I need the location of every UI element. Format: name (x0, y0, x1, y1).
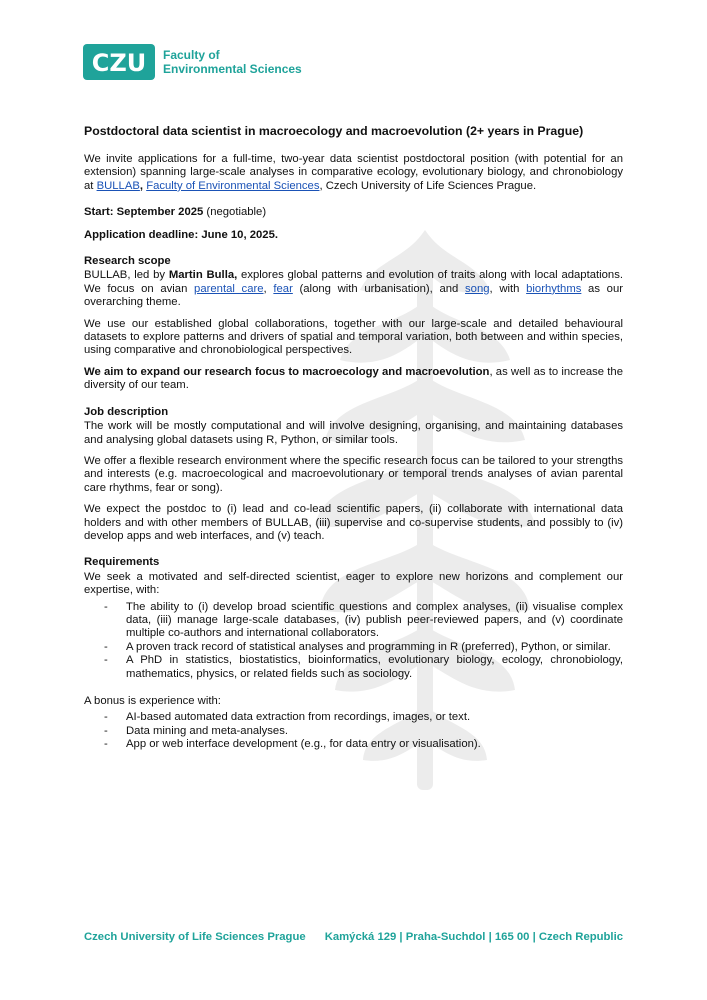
research-paragraph-1 (84, 269, 623, 309)
faculty-name (163, 48, 302, 76)
intro-text-end: , Czech University of Life Sciences Prague. (319, 179, 537, 192)
job-description-heading: Job description (84, 405, 169, 418)
document-body (84, 124, 623, 760)
research-text: , (263, 282, 274, 295)
bonus-text: AI-based automated data extraction from recordings, images, or text. (126, 711, 471, 724)
deadline-label: Application deadline: June 10, 2025. (84, 228, 278, 241)
dash-marker: - (104, 738, 108, 751)
requirements-list (84, 601, 623, 681)
intro-text: We invite applications for a full-time, two-year data scientist postdoctoral position (with potential for an extension) spanning large-scale analyses in comparative ecology, evolutionary biology, and chronobiology at (84, 153, 623, 192)
list-item (84, 738, 623, 751)
job-paragraph-2: We offer a flexible research environment where the specific research focus can be tailored to your strengths and interests (e.g. macroecological and macroevolutionary or temporal trends analyses of avian parental care rhythms, fear or song). (84, 454, 623, 494)
dash-marker: - (104, 640, 108, 653)
research-paragraph-2: We use our established global collaborations, together with our large-scale and detailed behavioural datasets to explore patterns and drivers of spatial and temporal variation, both between and within species, using comparative and chronobiological perspectives. (84, 317, 623, 357)
czu-logo-icon (83, 44, 155, 80)
page-title: Postdoctoral data scientist in macroecology and macroevolution (2+ years in Prague) (84, 124, 584, 138)
footer-university: Czech University of Life Sciences Prague (84, 931, 306, 943)
bullab-link[interactable]: BULLAB (96, 179, 140, 192)
song-link[interactable]: song (465, 282, 490, 295)
job-paragraph-3: We expect the postdoc to (i) lead and co-lead scientific papers, (ii) collaborate with international data holders and with other members of BULLAB, (iii) supervise and co-supervise students, and possibly to (iv) develop apps and web interfaces, and (v) teach. (84, 503, 623, 542)
list-item (84, 725, 623, 738)
research-paragraph-3 (84, 366, 623, 393)
dash-marker: - (104, 711, 108, 724)
start-label: Start: September 2025 (84, 206, 204, 219)
dash-marker: - (104, 654, 108, 667)
list-item (84, 654, 623, 681)
requirement-text: A PhD in statistics, biostatistics, bioinformatics, evolutionary biology, ecology, chronobiology, mathematics, physics, or related fields such as sociology. (126, 654, 623, 680)
bonus-text: App or web interface development (e.g., for data entry or visualisation). (126, 738, 481, 751)
job-paragraph-1: The work will be mostly computational and will involve designing, organising, and maintaining databases and analysing global datasets using R, Python, or similar tools. (84, 420, 623, 446)
requirement-text: The ability to (i) develop broad scientific questions and complex analyses, (ii) visualise complex data, (iii) manage large-scale databases, (iv) publish peer-reviewed papers, and (v) coordinate multiple co-authors and international collaborators. (126, 600, 623, 640)
faculty-line-1: Faculty of (163, 48, 220, 62)
faculty-logo (83, 44, 302, 80)
faculty-line-2: Environmental Sciences (163, 62, 302, 76)
faculty-link[interactable]: Faculty of Environmental Sciences (146, 179, 320, 192)
list-item (84, 711, 623, 724)
research-text: , with (489, 282, 527, 295)
research-text: (along with urbanisation), and (292, 282, 466, 295)
fear-link[interactable]: fear (273, 282, 293, 295)
dash-marker: - (104, 600, 108, 613)
list-item (84, 601, 623, 641)
bonus-intro: A bonus is experience with: (84, 695, 221, 707)
research-text: as our overarching theme. (84, 282, 623, 309)
research-text: explores global patterns and evolution of traits along with local adaptations. We focus on avian (84, 269, 624, 295)
requirements-heading: Requirements (84, 556, 160, 569)
intro-separator: , (139, 179, 147, 192)
footer-address: Kamýcká 129 | Praha-Suchdol | 165 00 | Czech Republic (324, 931, 623, 943)
bonus-list (84, 711, 623, 751)
start-value: (negotiable) (203, 206, 267, 219)
bonus-text: Data mining and meta-analyses. (126, 724, 289, 737)
research-text: BULLAB, led by (84, 269, 169, 282)
intro-paragraph (84, 153, 623, 193)
application-deadline (84, 229, 623, 242)
research-scope-heading: Research scope (84, 255, 171, 268)
requirement-text: A proven track record of statistical analyses and programming in R (preferred), Python, or similar. (126, 640, 611, 653)
research-aim: We aim to expand our research focus to macroecology and macroevolution (84, 365, 490, 378)
start-date (84, 206, 623, 219)
page-footer (84, 931, 623, 943)
requirements-intro: We seek a motivated and self-directed scientist, eager to explore new horizons and complement our expertise, with: (84, 570, 623, 597)
list-item (84, 641, 623, 654)
parental-care-link[interactable]: parental care (194, 282, 264, 295)
pi-name: Martin Bulla, (168, 269, 238, 282)
biorhythms-link[interactable]: biorhythms (526, 282, 582, 295)
logo-letters: CZU (91, 49, 147, 77)
research-aim-rest: , as well as to increase the diversity of our team. (84, 365, 623, 392)
dash-marker: - (104, 724, 108, 737)
